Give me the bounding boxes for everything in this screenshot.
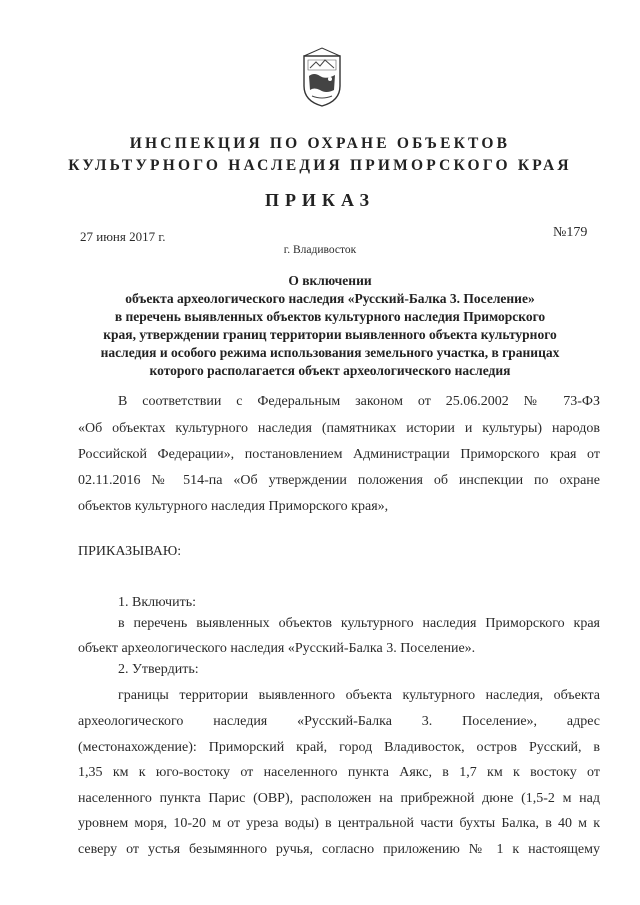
item2-line: уровнем моря, 10-20 м от уреза воды) в центральной части бухты Балка, в 40 м к (78, 816, 600, 831)
document-city: г. Владивосток (283, 244, 357, 256)
title-line: края, утверждении границ территории выявленного объекта культурного (103, 327, 557, 342)
preamble-line: В соответствии с Федеральным законом от 25.06.2002 № 73-ФЗ (118, 394, 600, 409)
item2-line: границы территории выявленного объекта культурного наследия, объекта (118, 688, 600, 703)
item2-line: археологического наследия «Русский-Балка 3. Поселение», адрес (78, 714, 600, 729)
coat-of-arms-icon (300, 46, 344, 108)
document-date: 27 июня 2017 г. (80, 229, 166, 244)
order-word: ПРИКАЗЫВАЮ: (78, 544, 182, 559)
item1-line: в перечень выявленных объектов культурного наследия Приморского края (118, 616, 600, 631)
preamble-line: Российской Федерации», постановлением Администрации Приморского края от (78, 447, 600, 462)
preamble-line: объектов культурного наследия Приморского края», (78, 499, 389, 514)
organization-name-line2: КУЛЬТУРНОГО НАСЛЕДИЯ ПРИМОРСКОГО КРАЯ (68, 157, 572, 174)
title-line: наследия и особого режима использования земельного участка, в границах (100, 345, 560, 360)
document-type: ПРИКАЗ (264, 190, 376, 210)
item2-heading: 2. Утвердить: (118, 662, 199, 677)
preamble-line: «Об объектах культурного наследия (памятниках истории и культуры) народов (78, 421, 600, 436)
document-title (70, 272, 590, 380)
item1-line: объект археологического наследия «Русский-Балка 3. Поселение». (78, 641, 476, 656)
item2-line: северу от устья безымянного ручья, согласно приложению № 1 к настоящему (78, 842, 600, 857)
item1-heading: 1. Включить: (118, 595, 196, 610)
preamble-line: 02.11.2016 № 514-па «Об утверждении положения об инспекции по охране (78, 473, 600, 488)
item2-line: 1,35 км к юго-востоку от населенного пункта Аякс, в 1,7 км к востоку от (78, 765, 600, 780)
item2-line: (местонахождение): Приморский край, город Владивосток, остров Русский, в (78, 740, 600, 755)
title-line: которого располагается объект археологического наследия (149, 363, 511, 378)
organization-name-line1: ИНСПЕКЦИЯ ПО ОХРАНЕ ОБЪЕКТОВ (129, 135, 511, 152)
title-line: О включении (288, 273, 372, 288)
title-line: объекта археологического наследия «Русский-Балка 3. Поселение» (125, 291, 535, 306)
document-number: №179 (553, 225, 588, 240)
item2-line: населенного пункта Парис (ОВР), расположен на прибрежной дюне (1,5-2 м над (78, 791, 600, 806)
title-line: в перечень выявленных объектов культурного наследия Приморского (114, 309, 546, 324)
